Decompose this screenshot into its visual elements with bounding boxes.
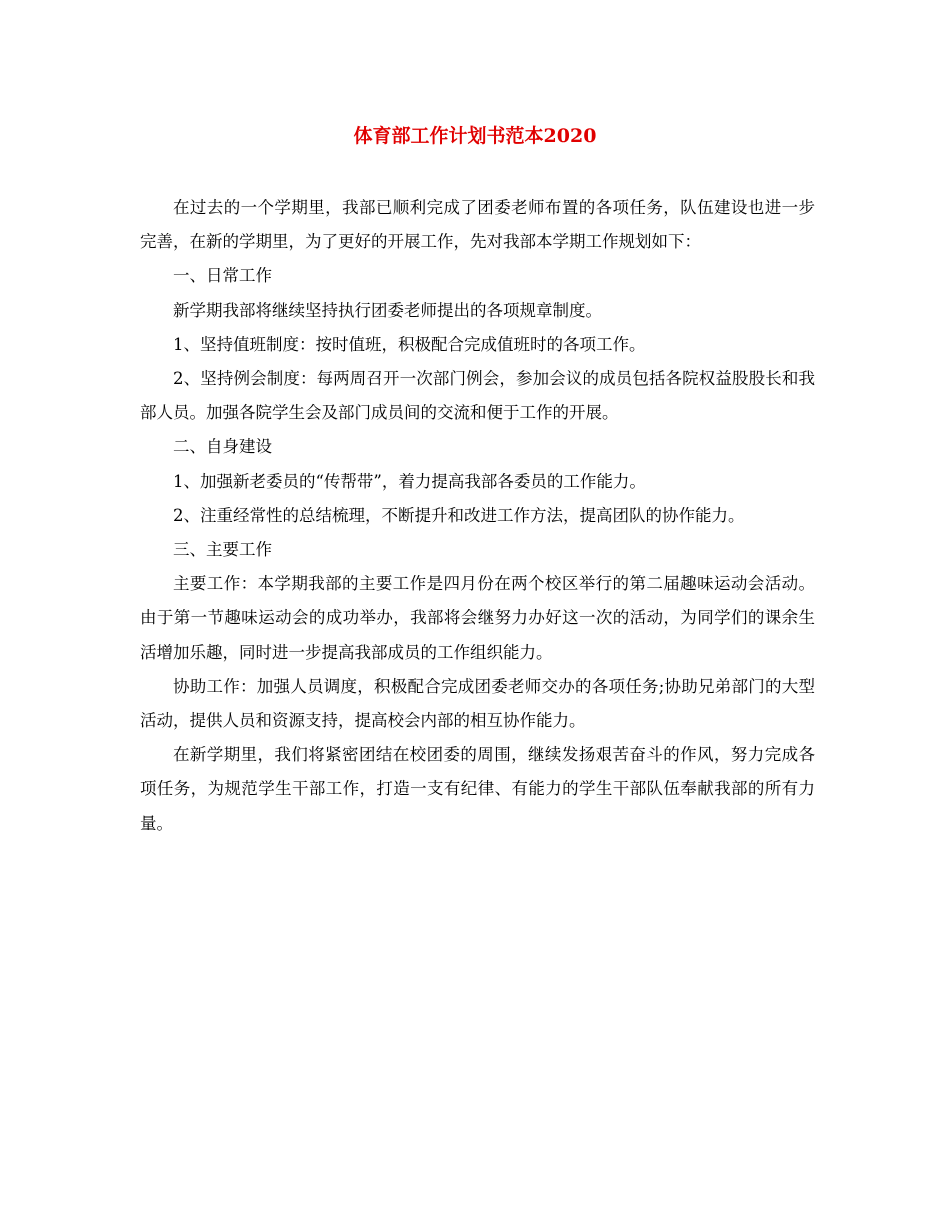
document-title: 体育部工作计划书范本2020 [353, 125, 597, 147]
main-work-paragraph: 主要工作：本学期我部的主要工作是四月份在两个校区举行的第二届趣味运动会活动。由于第一节趣味运动会的成功举办，我部将会继努力办好这一次的活动，为同学们的课余生活增加乐趣，同时进一步提高我部成员的工作组织能力。 [140, 574, 815, 662]
duty-system-item: 1、坚持值班制度：按时值班，积极配合完成值班时的各项工作。 [173, 334, 646, 354]
daily-work-paragraph: 新学期我部将继续坚持执行团委老师提出的各项规章制度。 [173, 300, 602, 320]
section-heading-self-building: 二、自身建设 [173, 437, 272, 457]
intro-paragraph: 在过去的一个学期里，我部已顺利完成了团委老师布置的各项任务，队伍建设也进一步完善，在新的学期里，为了更好的开展工作，先对我部本学期工作规划如下： [140, 198, 815, 252]
section-heading-main-work: 三、主要工作 [173, 540, 272, 560]
section-heading-daily-work: 一、日常工作 [173, 266, 272, 286]
summary-review-item: 2、注重经常性的总结梳理，不断提升和改进工作方法，提高团队的协作能力。 [173, 505, 745, 525]
mentoring-item: 1、加强新老委员的“传帮带”，着力提高我部各委员的工作能力。 [173, 471, 646, 491]
assist-work-paragraph: 协助工作：加强人员调度，积极配合完成团委老师交办的各项任务;协助兄弟部门的大型活动，提供人员和资源支持，提高校会内部的相互协作能力。 [140, 676, 815, 731]
meeting-system-item: 2、坚持例会制度：每两周召开一次部门例会，参加会议的成员包括各院权益股股长和我部人员。加强各院学生会及部门成员间的交流和便于工作的开展。 [140, 369, 815, 423]
closing-paragraph: 在新学期里，我们将紧密团结在校团委的周围，继续发扬艰苦奋斗的作风，努力完成各项任务，为规范学生干部工作，打造一支有纪律、有能力的学生干部队伍奉献我部的所有力量。 [140, 745, 815, 833]
document-body [140, 191, 815, 841]
